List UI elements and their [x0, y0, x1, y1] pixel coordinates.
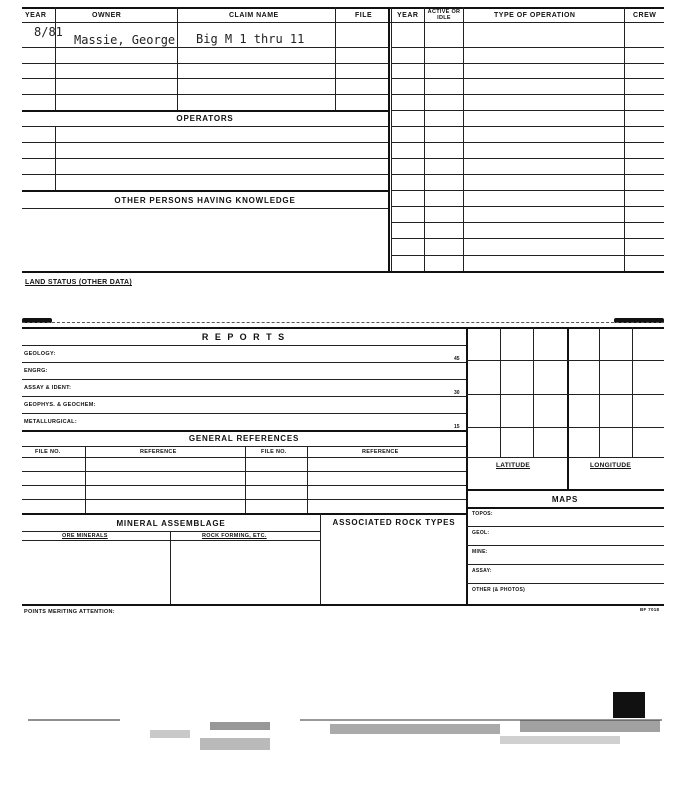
genref-reference-1: REFERENCE	[140, 449, 177, 455]
header-year-2: YEAR	[397, 12, 419, 19]
rule	[22, 471, 466, 472]
band-rule	[22, 322, 664, 323]
header-active-idle: ACTIVE OR IDLE	[427, 9, 461, 21]
latitude-label: LATITUDE	[496, 462, 531, 469]
entry-owner: Massie, George	[74, 33, 176, 47]
col-divider	[335, 7, 336, 110]
rule	[22, 457, 466, 458]
grid-line	[632, 327, 633, 457]
operators-top-rule	[22, 110, 388, 112]
other-persons-top-rule	[22, 190, 388, 192]
col-divider	[320, 513, 321, 604]
rule	[22, 208, 388, 209]
header-crew: CREW	[633, 12, 657, 19]
rule	[391, 63, 664, 64]
col-divider	[170, 531, 171, 604]
rule	[22, 158, 388, 159]
rule	[22, 345, 466, 346]
maps-top-rule	[466, 489, 664, 491]
rule	[22, 142, 388, 143]
rule	[22, 513, 466, 515]
col-divider	[85, 446, 86, 513]
genref-file-no-1: FILE NO.	[35, 449, 61, 455]
col-divider	[55, 7, 56, 110]
rule	[391, 158, 664, 159]
rule	[391, 142, 664, 143]
points-meriting-label: POINTS MERITING ATTENTION:	[24, 609, 115, 615]
report-metallurgical: METALLURGICAL:	[24, 419, 77, 425]
rule	[22, 430, 466, 432]
maps-mine: MINE:	[472, 549, 488, 555]
land-status-label: LAND STATUS (OTHER DATA)	[25, 279, 133, 286]
header-rule	[22, 22, 664, 23]
grid-line	[466, 360, 664, 361]
maps-assay: ASSAY:	[472, 568, 492, 574]
maps-topos: TOPOS:	[472, 511, 493, 517]
scan-artifact-block	[613, 692, 645, 718]
bottom-border	[22, 604, 664, 606]
rule	[22, 362, 466, 363]
rule	[22, 446, 466, 447]
col-divider	[245, 446, 246, 513]
rule	[22, 485, 466, 486]
grid-line	[466, 457, 664, 458]
entry-claim-name: Big M 1 thru 11	[196, 32, 305, 46]
scan-artifact-smudge	[330, 724, 500, 734]
rule	[391, 126, 664, 127]
right-panel-divider	[466, 327, 468, 604]
report-engrg: ENGRG:	[24, 368, 48, 374]
rule	[391, 110, 664, 111]
rule	[391, 255, 664, 256]
rule	[466, 583, 664, 584]
rule	[466, 564, 664, 565]
col-divider	[55, 126, 56, 190]
genref-reference-2: REFERENCE	[362, 449, 399, 455]
rule	[466, 507, 664, 509]
report-geology-num: 45	[454, 356, 460, 362]
scan-artifact-smudge	[210, 722, 270, 730]
scan-artifact-smudge	[150, 730, 190, 738]
rule	[391, 174, 664, 175]
rule	[22, 94, 388, 95]
rule	[22, 499, 466, 500]
center-divider	[388, 7, 390, 271]
operators-label: OPERATORS	[176, 114, 234, 123]
rule	[22, 78, 388, 79]
maps-other: OTHER (& PHOTOS)	[472, 587, 526, 593]
rule	[22, 126, 388, 127]
other-persons-label: OTHER PERSONS HAVING KNOWLEDGE	[114, 196, 296, 205]
rule	[22, 379, 466, 380]
col-divider	[307, 446, 308, 513]
ore-minerals-label: ORE MINERALS	[62, 533, 108, 539]
rule	[22, 174, 388, 175]
grid-line	[599, 327, 600, 457]
header-file: FILE	[355, 12, 373, 19]
rule	[466, 545, 664, 546]
form-number: BF 7018	[640, 607, 660, 612]
rule	[22, 540, 320, 541]
general-references-title: GENERAL REFERENCES	[188, 434, 300, 443]
rule	[391, 238, 664, 239]
report-geology: GEOLOGY:	[24, 351, 56, 357]
rule	[22, 396, 466, 397]
header-owner: OWNER	[92, 12, 122, 19]
rule	[391, 222, 664, 223]
grid-line	[567, 327, 569, 489]
report-metallurgical-num: 15	[454, 424, 460, 430]
report-assay-num: 30	[454, 390, 460, 396]
maps-title: MAPS	[551, 495, 579, 504]
top-border	[22, 7, 664, 9]
report-assay: ASSAY & IDENT:	[24, 385, 72, 391]
associated-rock-types: ASSOCIATED ROCK TYPES	[332, 518, 456, 527]
header-type-of-operation: TYPE OF OPERATION	[494, 12, 576, 19]
rule	[391, 47, 664, 48]
scan-artifact-smudge	[520, 720, 660, 732]
rule	[22, 531, 320, 532]
header-claim-name: CLAIM NAME	[229, 12, 279, 19]
rule	[391, 206, 664, 207]
maps-geol: GEOL:	[472, 530, 490, 536]
rule	[22, 63, 388, 64]
rule	[391, 94, 664, 95]
col-divider	[177, 7, 178, 110]
rule	[466, 526, 664, 527]
grid-line	[466, 394, 664, 395]
genref-file-no-2: FILE NO.	[261, 449, 287, 455]
grid-line	[466, 427, 664, 428]
longitude-label: LONGITUDE	[590, 462, 631, 469]
grid-line	[500, 327, 501, 457]
header-year: YEAR	[25, 12, 47, 19]
scan-artifact-smudge	[500, 736, 620, 744]
grid-line	[533, 327, 534, 457]
mineral-assemblage-title: MINERAL ASSEMBLAGE	[116, 519, 226, 528]
report-geophys: GEOPHYS. & GEOCHEM:	[24, 402, 96, 408]
bottom-border	[22, 271, 664, 273]
reports-title: R E P O R T S	[201, 332, 287, 342]
scan-artifact	[0, 680, 678, 780]
rule	[391, 190, 664, 191]
rule	[22, 47, 388, 48]
rule	[22, 413, 466, 414]
scan-artifact-smudge	[200, 738, 270, 750]
rock-forming-label: ROCK FORMING, ETC.	[202, 533, 267, 539]
entry-year: 8/81	[34, 25, 63, 39]
rule	[391, 78, 664, 79]
